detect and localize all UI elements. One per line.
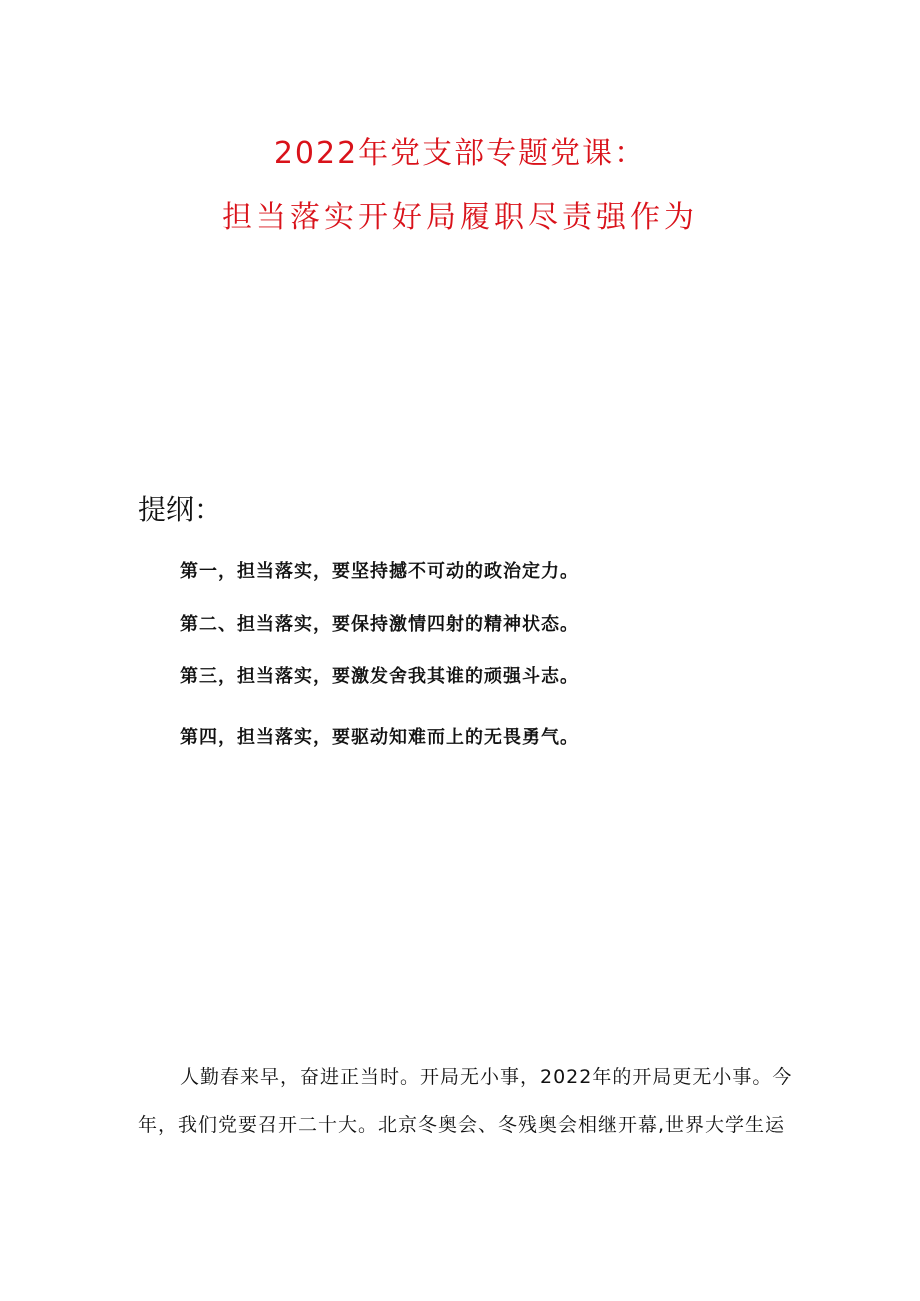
outline-item-4: 第四，担当落实，要驱动知难而上的无畏勇气。 xyxy=(180,727,579,748)
outline-item-1: 第一，担当落实，要坚持撼不可动的政治定力。 xyxy=(180,561,579,582)
document-title-line-1: 2022年党支部专题党课： xyxy=(273,136,647,171)
body-paragraph-line-1: 人勤春来早，奋进正当时。开局无小事，2022年的开局更无小事。今 xyxy=(180,1066,793,1088)
body-paragraph-line-2: 年，我们党要召开二十大。北京冬奥会、冬残奥会相继开幕,世界大学生运 xyxy=(138,1114,786,1136)
outline-item-2: 第二、担当落实，要保持激情四射的精神状态。 xyxy=(180,614,579,635)
outline-heading: 提纲： xyxy=(138,493,223,526)
document-title-line-2: 担当落实开好局履职尽责强作为 xyxy=(222,200,698,235)
outline-item-3: 第三，担当落实，要激发舍我其谁的顽强斗志。 xyxy=(180,666,579,687)
